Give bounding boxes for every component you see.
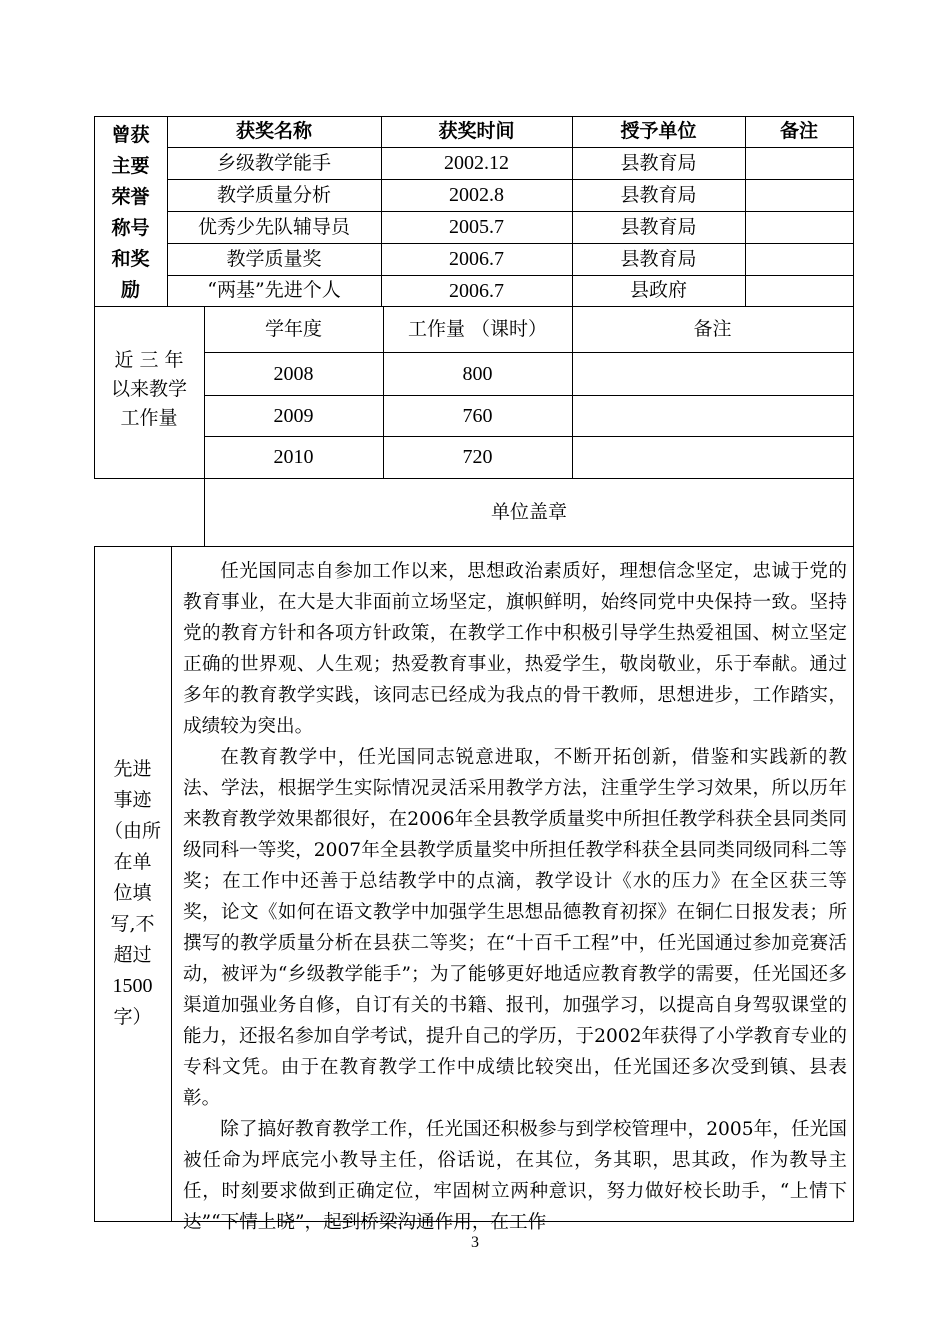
award-name: 优秀少先队辅导员 (197, 215, 350, 238)
workload-hours: 720 (462, 446, 493, 468)
award-date: 2006.7 (449, 248, 504, 270)
header-workload-hours: 工作量 （课时） (407, 317, 548, 340)
label-line: 荣誉 (111, 186, 150, 208)
award-name: 教学质量分析 (216, 183, 331, 206)
award-name: 教学质量奖 (226, 247, 322, 270)
award-unit: 县教育局 (620, 151, 697, 174)
award-name: 乡级教学能手 (216, 151, 331, 174)
honors-section-label (94, 120, 167, 306)
school-year: 2008 (273, 362, 314, 385)
award-date: 2006.7 (449, 279, 504, 302)
deeds-paragraph: 在教育教学中，任光国同志锐意进取，不断开拓创新，借鉴和实践新的教法、学法，根据学生实际情况灵活采用教学方法，注重学生学习效果，所以历年来教育教学效果都很好，在2006年全县教学质量奖中所担任教学科获全县同类同级同科一等奖，2007年全县教学质量奖中所担任教学科获全县同类同级同科二等奖；在工作中还善于总结教学中的点滴，教学设计《水的压力》在全区获三等奖，论文《如何在语文教学中加强学生思想品德教育初探》在铜仁日报发表；所撰写的教学质量分析在县获二等奖；在“十百千工程”中，任光国通过参加竞赛活动，被评为“乡级教学能手”；为了能够更好地适应教育教学的需要，任光国还多渠道加强业务自修，自订有关的书籍、报刊，加强学习，以提高自身驾驭课堂的能力，还报名参加自学考试，提升自己的学历，于2002年获得了小学教育专业的专科文凭。由于在教育教学工作中成绩比较突出，任光国还多次受到镇、县表彰。 (183, 747, 847, 1109)
label-line: 在单 (113, 851, 152, 873)
header-school-year: 学年度 (264, 317, 322, 340)
award-unit: 县教育局 (620, 215, 697, 238)
award-date: 2002.12 (444, 152, 509, 174)
label-line: 以来教学 (110, 378, 187, 400)
workload-section-label (94, 346, 204, 433)
award-date: 2005.7 (449, 216, 504, 238)
label-line: （由所 (103, 820, 161, 842)
label-line: 字） (113, 1006, 152, 1028)
header-award-note: 备注 (779, 120, 818, 142)
label-line: 写,不 (110, 913, 155, 935)
label-line: 曾获 (111, 124, 150, 146)
label-line: 和奖 (111, 248, 150, 270)
school-year: 2010 (273, 446, 314, 468)
header-award-name: 获奖名称 (235, 120, 312, 142)
award-name: “两基”先进个人 (207, 279, 341, 301)
header-award-date: 获奖时间 (438, 120, 515, 142)
header-award-unit: 授予单位 (620, 120, 697, 142)
label-line: 超过 (113, 944, 152, 966)
award-date: 2002.8 (449, 184, 504, 206)
label-line: 工作量 (120, 407, 178, 429)
label-line: 近 三 年 (114, 349, 184, 371)
label-line: 励 (120, 279, 140, 301)
label-line: 先进 (113, 758, 152, 780)
deeds-text (183, 556, 847, 1233)
school-year: 2009 (273, 404, 314, 427)
label-line: 位填 (113, 882, 152, 904)
deeds-paragraph: 除了搞好教育教学工作，任光国还积极参与到学校管理中，2005年，任光国被任命为坪底完小教导主任，俗话说，在其位，务其职，思其政，作为教导主任，时刻要求做到正确定位，牢固树立两种意识，努力做好校长助手，“上情下达”“下情上晓”，起到桥梁沟通作用，在工作 (183, 1119, 847, 1233)
label-line: 1500 (112, 975, 153, 997)
label-line: 主要 (111, 155, 150, 177)
workload-hours: 800 (462, 362, 493, 385)
award-unit: 县教育局 (620, 247, 697, 270)
unit-seal-label: 单位盖章 (490, 500, 567, 523)
deeds-paragraph: 任光国同志自参加工作以来，思想政治素质好，理想信念坚定，忠诚于党的教育事业，在大是大非面前立场坚定，旗帜鲜明，始终同党中央保持一致。坚持党的教育方针和各项方针政策，在教学工作中积极引导学生热爱祖国、树立坚定正确的世界观、人生观；热爱教育事业，热爱学生，敬岗敬业，乐于奉献。通过多年的教育教学实践，该同志已经成为我点的骨干教师，思想进步，工作踏实，成绩较为突出。 (183, 561, 847, 737)
label-line: 事迹 (113, 789, 152, 811)
header-workload-note: 备注 (693, 317, 732, 340)
page-number: 3 (471, 1234, 479, 1251)
award-unit: 县教育局 (620, 183, 697, 206)
award-unit: 县政府 (629, 279, 687, 301)
deeds-section-label (94, 754, 171, 1033)
label-line: 称号 (111, 217, 150, 239)
workload-hours: 760 (462, 404, 493, 427)
